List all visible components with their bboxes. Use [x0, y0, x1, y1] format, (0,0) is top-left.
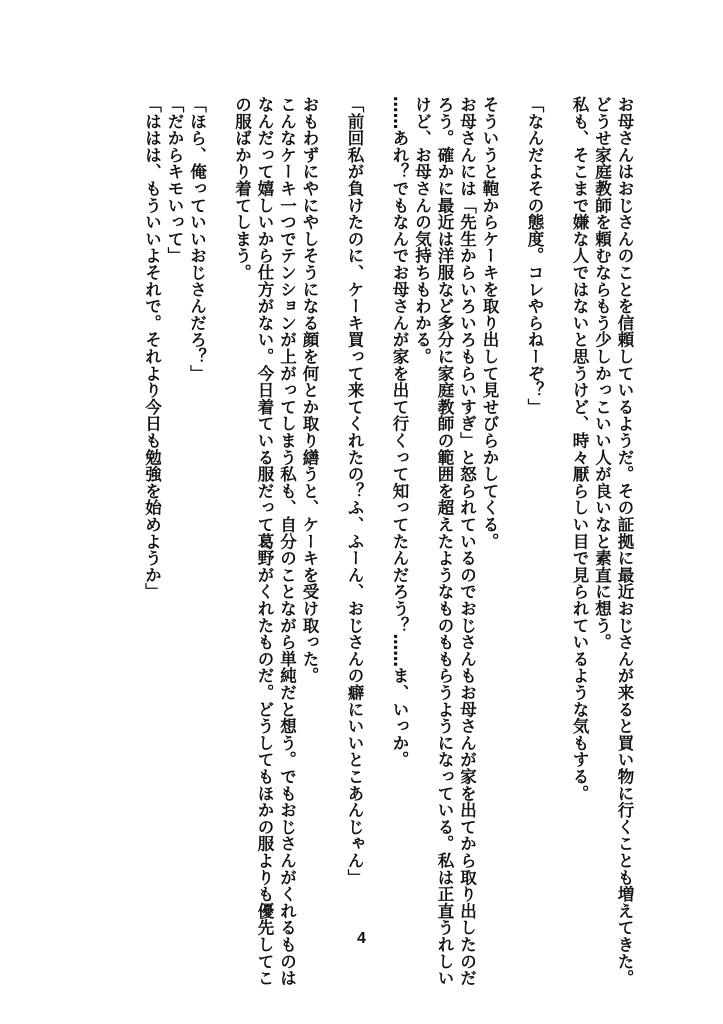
text-line: お母さんはおじさんのことを信頼しているようだ。その証拠に最近おじさんが来ると買い物に行くことも増えてきた。: [615, 96, 634, 987]
text-line: こんなケーキ一つでテンションが上がってしまう私も、自分のことながら単純だと想う。でもおじさんがくれるものは: [277, 96, 297, 987]
text-line: なんだって嬉しいから仕方がない。今日着ている服だって葛野がくれたものだ。どうしてもほかの服よりも優先してこ: [255, 96, 274, 987]
blank-line: [208, 96, 231, 926]
dialogue-line: 「なんだよその態度。コレやらねーぞ？」: [525, 96, 544, 416]
text-line: どうせ家庭教師を頼むならもう少しかっこいい人が良いなと素直に想う。: [592, 96, 612, 651]
text-line: お母さんには「先生からいろいろもらいすぎ」と怒られているのでおじさんもお母さんが家を出てから取り出したのだ: [457, 96, 477, 987]
dialogue-line: 「ははは、もういいよそれで。それより今日も勉強を始めようか」: [142, 96, 162, 600]
text-line: 私も、そこまで嫌な人ではないと思うけど、時々厭らしい目で見られているような気もする。: [570, 96, 589, 802]
page-number: 4: [357, 930, 366, 947]
dialogue-line: 「だからキモいって」: [165, 96, 184, 264]
vertical-text-body: [140, 96, 635, 987]
blank-line: [365, 96, 388, 926]
blank-line: [320, 96, 343, 926]
blank-line: [500, 96, 523, 926]
dialogue-line: 「前回私が負けたのに、ケーキ買って来てくれたの？ふ、ふーん、おじさんの癖にいいとこあんじゃん」: [345, 96, 364, 886]
blank-line: [545, 96, 568, 926]
text-line: けど、お母さんの気持ちもわかる。: [412, 96, 432, 365]
dialogue-line: 「ほら、俺っていいおじさんだろ？」: [187, 96, 207, 382]
text-line: の服ばかり着てしまう。: [232, 96, 252, 281]
text-line: ろう。確かに最近は洋服など多分に家庭教師の範囲を超えたようなものももらうようになっている。私は正直うれしい: [435, 96, 454, 987]
text-line: そういうと鞄からケーキを取り出して見せびらかしてくる。: [480, 96, 499, 550]
text-line: ……あれ？でもなんでお母さんが家を出て行くって知ってたんだろう？……ま、いっか。: [390, 96, 409, 768]
text-line: おもわずにやにやしそうになる顔を何とか取り繕うと、ケーキを受け取った。: [300, 96, 319, 684]
